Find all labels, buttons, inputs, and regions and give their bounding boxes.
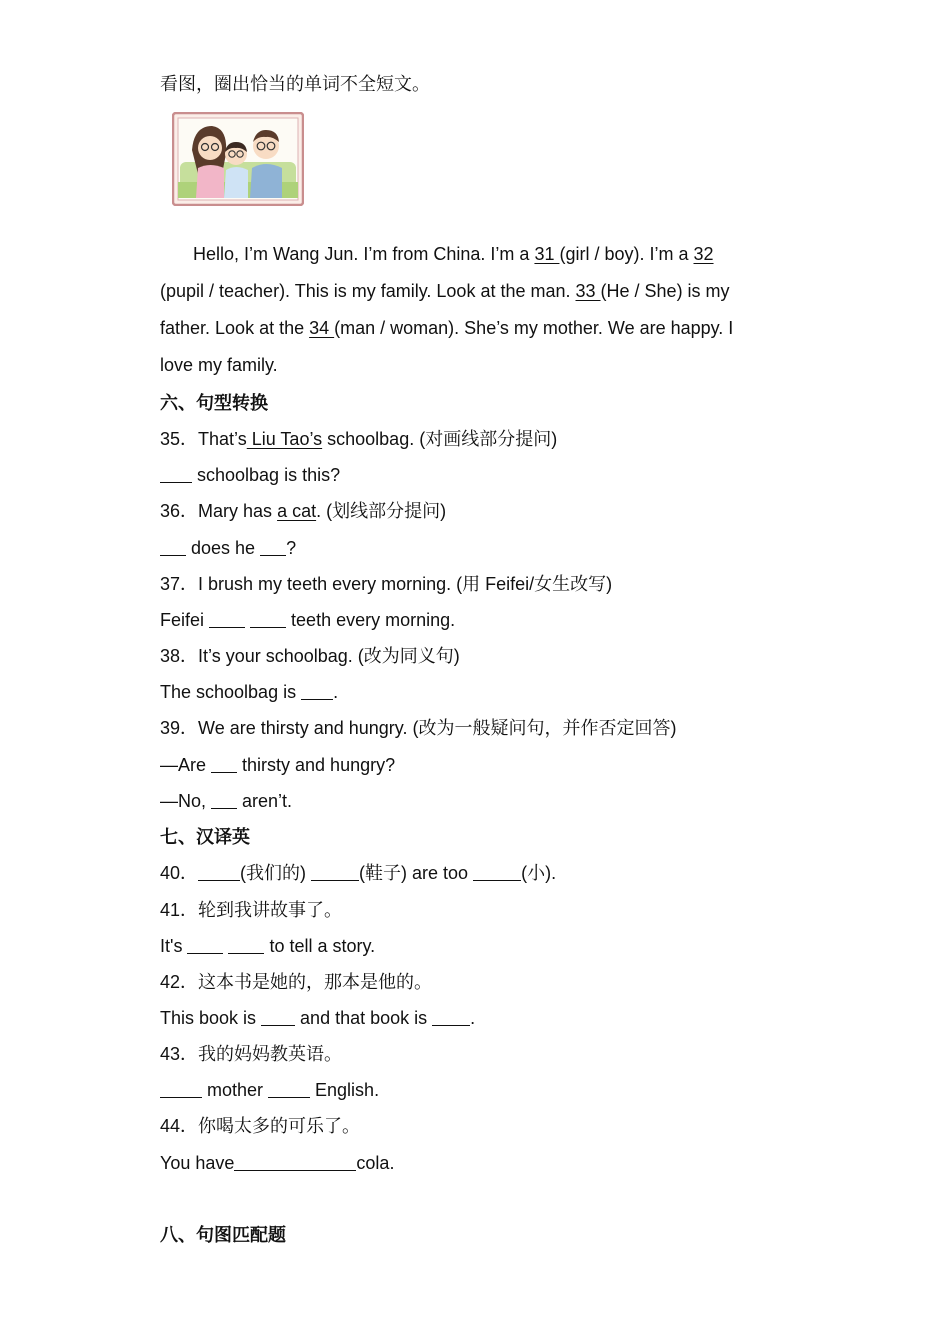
answer-41: It's to tell a story. [160,936,376,956]
answer-blank[interactable] [160,537,186,556]
passage-text: (He / She) is my [600,281,730,301]
section-6-title: 六、句型转换 [160,393,268,414]
answer-blank[interactable] [160,1079,202,1098]
answer-blank[interactable] [228,935,264,954]
passage-text: (pupil / teacher). This is my family. Look at the man. [160,281,576,301]
answer-blank[interactable] [250,609,286,628]
section-7-title: 七、汉译英 [160,827,250,848]
blank-33: 33 [575,281,601,301]
answer-43: mother English. [160,1078,379,1102]
question-39: 39．We are thirsty and hungry. (改为一般疑问句，并作否定回答) [160,718,677,739]
passage-text: (man / woman). She’s my mother. We are happy. I [334,318,734,338]
answer-blank[interactable] [198,862,240,881]
blank-31: 31 [534,244,560,264]
section-8-title: 八、句图匹配题 [160,1225,286,1246]
question-40: 40． (我们的) (鞋子) are too (小). [160,863,557,884]
answer-blank[interactable] [301,681,333,700]
answer-blank[interactable] [211,790,237,809]
question-41: 41．轮到我讲故事了。 [160,900,343,921]
answer-blank[interactable] [160,464,192,483]
question-37: 37．I brush my teeth every morning. (用 Feifei/女生改写) [160,574,613,595]
answer-42: This book is and that book is . [160,1008,476,1028]
answer-blank[interactable] [473,862,521,881]
cloze-passage [160,236,800,384]
answer-blank[interactable] [209,609,245,628]
answer-blank[interactable] [261,1007,295,1026]
instruction: 看图，圈出恰当的单词不全短文。 [160,74,430,95]
question-44: 44．你喝太多的可乐了。 [160,1116,361,1137]
family-picture [172,112,304,206]
answer-38: The schoolbag is . [160,682,339,702]
blank-32: 32 [693,244,714,264]
passage-text: father. Look at the [160,318,310,338]
answer-37: Feifei teeth every morning. [160,610,456,630]
blank-34: 34 [309,318,335,338]
question-36: 36．Mary has a cat. (划线部分提问) [160,501,447,522]
passage-text: love my family. [160,355,278,375]
answer-blank[interactable] [234,1152,356,1171]
answer-blank[interactable] [311,862,359,881]
answer-blank[interactable] [268,1079,310,1098]
answer-36: does he ? [160,536,296,560]
answer-35: schoolbag is this? [160,463,340,487]
answer-39-question: —Are thirsty and hungry? [160,755,396,775]
answer-blank[interactable] [432,1007,470,1026]
passage-text: Hello, I’m Wang Jun. I’m from China. I’m a [193,244,535,264]
question-35: 35．That’s Liu Tao’s schoolbag. (对画线部分提问) [160,429,558,450]
answer-blank[interactable] [187,935,223,954]
question-42: 42．这本书是她的，那本是他的。 [160,972,433,993]
answer-44: You have cola. [160,1153,395,1173]
passage-text: (girl / boy). I’m a [559,244,694,264]
question-43: 43．我的妈妈教英语。 [160,1044,343,1065]
answer-blank[interactable] [260,537,286,556]
answer-blank[interactable] [211,754,237,773]
question-38: 38．It’s your schoolbag. (改为同义句) [160,646,460,667]
answer-39-reply: —No, aren’t. [160,791,293,811]
